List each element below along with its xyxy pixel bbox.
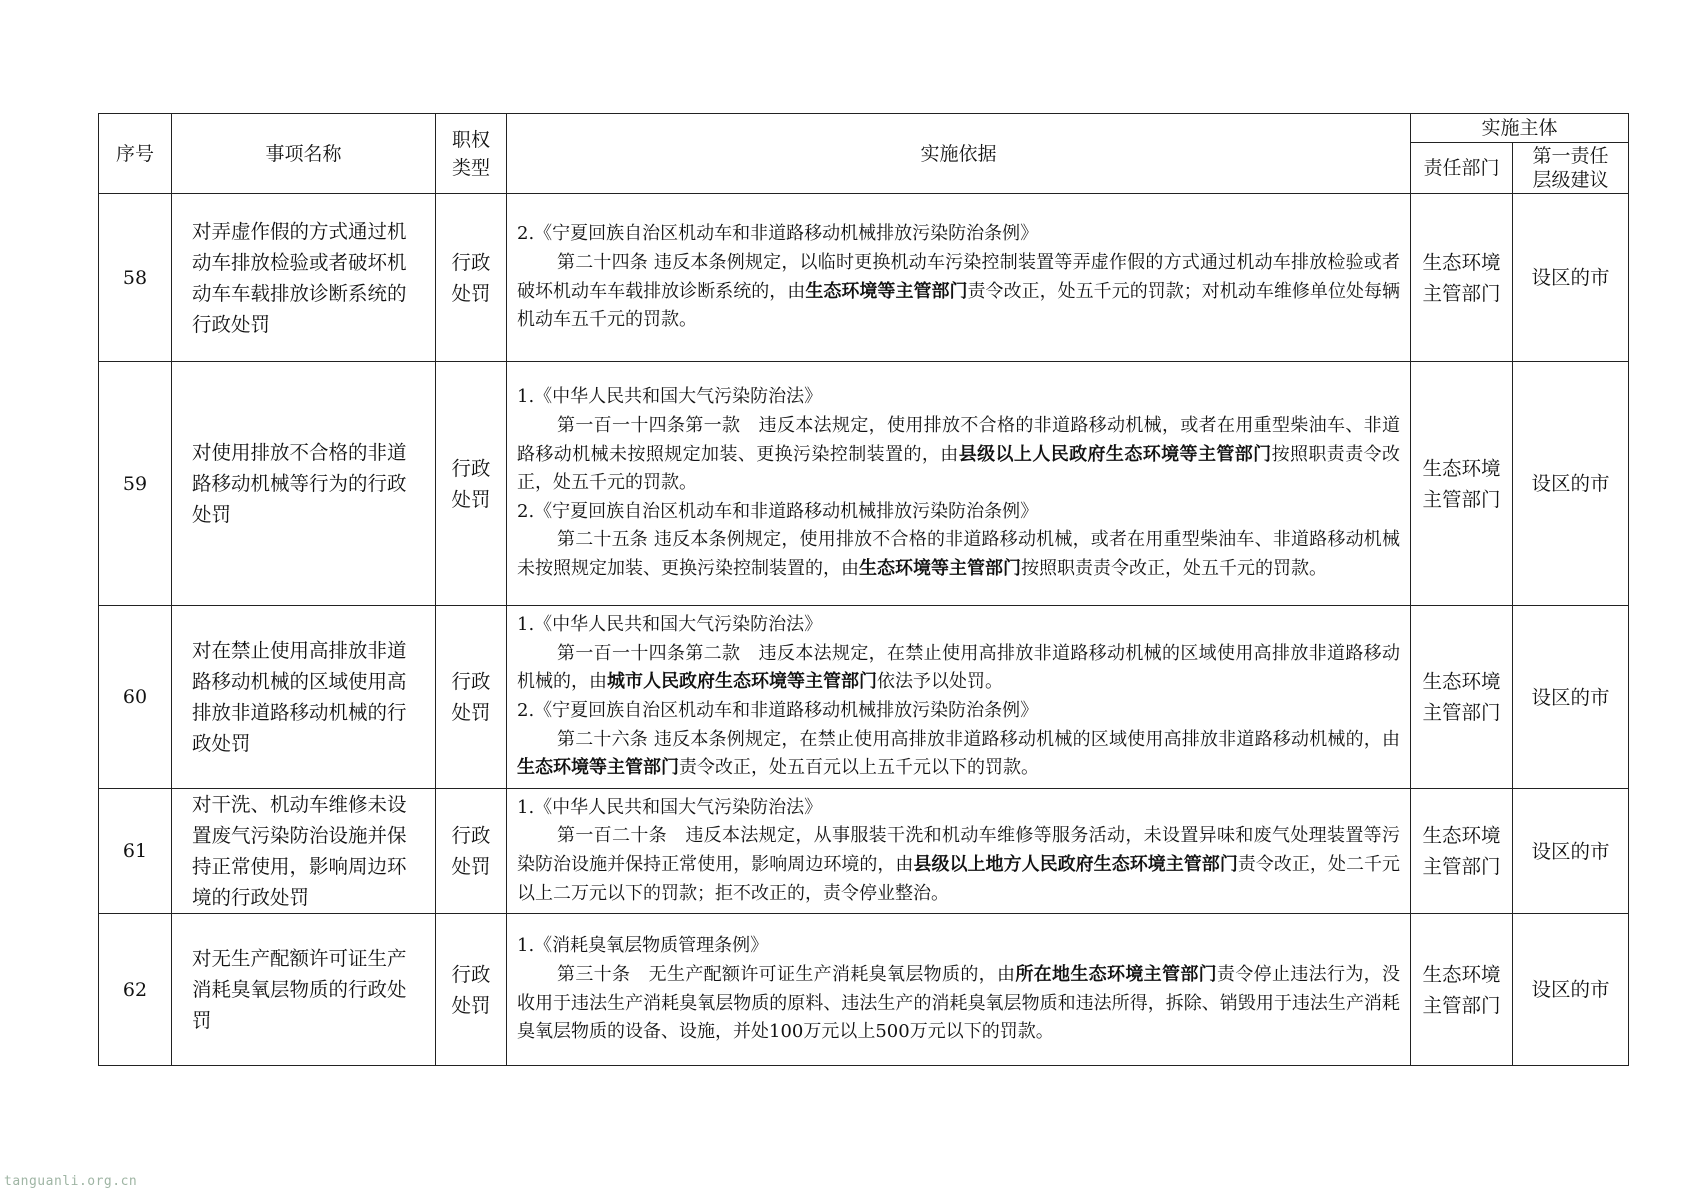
- article-text-post: 责令停止违法行为，没收用于违法生产消耗臭氧层物质的原料、违法生产的消耗臭氧层物质和违法所得，拆除、销毁用于违法生产消耗臭氧层物质的设备、设施，并处100万元以上500万元以下的罚款。: [517, 963, 1401, 1043]
- responsible-authority: 城市人民政府生态环境等主管部门: [607, 671, 877, 693]
- row-first-level: 设区的市: [1513, 362, 1629, 606]
- row-first-level: 设区的市: [1513, 914, 1629, 1066]
- row-responsible-dept: 生态环境主管部门: [1411, 362, 1513, 606]
- row-item-name: 对使用排放不合格的非道路移动机械等行为的行政处罚: [172, 362, 436, 606]
- row-first-level: 设区的市: [1513, 194, 1629, 362]
- table-row: [99, 606, 1629, 789]
- row-responsible-dept: 生态环境主管部门: [1411, 194, 1513, 362]
- header-first-level: 第一责任层级建议: [1513, 143, 1629, 194]
- row-first-level: 设区的市: [1513, 789, 1629, 914]
- article-text-post: 按照职责责令改正，处五千元的罚款。: [517, 443, 1401, 494]
- row-first-level: 设区的市: [1513, 606, 1629, 789]
- row-basis: [507, 789, 1411, 914]
- article-text: [517, 249, 1400, 335]
- header-basis: 实施依据: [507, 114, 1411, 194]
- table-body: [99, 194, 1629, 1066]
- row-power-type: 行政处罚: [436, 914, 507, 1066]
- row-basis: [507, 362, 1411, 606]
- penalty-items-table: [98, 113, 1629, 1066]
- responsible-authority: 生态环境等主管部门: [805, 280, 968, 302]
- header-responsible-dept: 责任部门: [1411, 143, 1513, 194]
- article-text-post: 依法予以处罚。: [877, 671, 1003, 693]
- article-text: [517, 961, 1400, 1047]
- article-text: [517, 412, 1400, 498]
- row-serial-number: 61: [99, 789, 172, 914]
- article-text-pre: 第一百一十四条第一款 违反本法规定，使用排放不合格的非道路移动机械，或者在用重型柴油车、非道路移动机械未按照规定加装、更换污染控制装置的，由: [517, 415, 1400, 465]
- article-text-pre: 第三十条 无生产配额许可证生产消耗臭氧层物质的，由: [557, 963, 1016, 985]
- article-text: [517, 526, 1400, 583]
- article-text-pre: 第一百一十四条第二款 违反本法规定，在禁止使用高排放非道路移动机械的区域使用高排放非道路移动机械的，由: [517, 642, 1400, 693]
- table-row: [99, 789, 1629, 914]
- article-text-post: 责令改正，处五千元的罚款；对机动车维修单位处每辆机动车五千元的罚款。: [517, 280, 1401, 331]
- article-text: [517, 822, 1400, 908]
- responsible-authority: 生态环境等主管部门: [517, 757, 679, 779]
- row-item-name: 对干洗、机动车维修未设置废气污染防治设施并保持正常使用，影响周边环境的行政处罚: [172, 789, 436, 914]
- law-title: 1.《中华人民共和国大气污染防治法》: [517, 386, 823, 408]
- article-text-pre: 第一百二十条 违反本法规定，从事服装干洗和机动车维修等服务活动，未设置异味和废气处理装置等污染防治设施并保持正常使用，影响周边环境的，由: [517, 825, 1400, 875]
- row-responsible-dept: 生态环境主管部门: [1411, 914, 1513, 1066]
- header-power-type: 职权类型: [436, 114, 507, 194]
- row-serial-number: 60: [99, 606, 172, 789]
- row-serial-number: 58: [99, 194, 172, 362]
- header-item-name: 事项名称: [172, 114, 436, 194]
- row-power-type: 行政处罚: [436, 789, 507, 914]
- row-responsible-dept: 生态环境主管部门: [1411, 606, 1513, 789]
- article-text-pre: 第二十四条 违反本条例规定，以临时更换机动车污染控制装置等弄虚作假的方式通过机动车排放检验或者破坏机动车车载排放诊断系统的，由: [517, 251, 1400, 302]
- row-serial-number: 59: [99, 362, 172, 606]
- row-basis: [507, 606, 1411, 789]
- row-basis: [507, 194, 1411, 362]
- article-text-post: 责令改正，处五百元以上五千元以下的罚款。: [679, 757, 1039, 779]
- article-text-post: 责令改正，处二千元以上二万元以下的罚款；拒不改正的，责令停业整治。: [517, 854, 1401, 904]
- law-title: 2.《宁夏回族自治区机动车和非道路移动机械排放污染防治条例》: [517, 700, 1039, 721]
- law-title: 1.《中华人民共和国大气污染防治法》: [517, 796, 823, 818]
- row-power-type: 行政处罚: [436, 606, 507, 789]
- table-row: [99, 362, 1629, 606]
- watermark: tanguanli.org.cn: [4, 1174, 138, 1189]
- responsible-authority: 所在地生态环境主管部门: [1015, 963, 1218, 985]
- row-power-type: 行政处罚: [436, 194, 507, 362]
- law-title: 1.《消耗臭氧层物质管理条例》: [517, 935, 769, 957]
- table-row: [99, 914, 1629, 1066]
- responsible-authority: 县级以上人民政府生态环境等主管部门: [958, 443, 1272, 465]
- responsible-authority: 生态环境等主管部门: [859, 557, 1021, 579]
- responsible-authority: 县级以上地方人民政府生态环境主管部门: [913, 854, 1238, 875]
- article-text-pre: 第二十六条 违反本条例规定，在禁止使用高排放非道路移动机械的区域使用高排放非道路移动机械的，由: [557, 728, 1400, 750]
- law-title: 1.《中华人民共和国大气污染防治法》: [517, 614, 823, 636]
- article-text: [517, 726, 1400, 783]
- row-item-name: 对弄虚作假的方式通过机动车排放检验或者破坏机动车车载排放诊断系统的行政处罚: [172, 194, 436, 362]
- article-text-post: 按照职责责令改正，处五千元的罚款。: [1021, 557, 1327, 579]
- row-item-name: 对在禁止使用高排放非道路移动机械的区域使用高排放非道路移动机械的行政处罚: [172, 606, 436, 789]
- header-implementing-subject: 实施主体: [1411, 114, 1629, 143]
- header-serial-number: 序号: [99, 114, 172, 194]
- row-item-name: 对无生产配额许可证生产消耗臭氧层物质的行政处罚: [172, 914, 436, 1066]
- law-title: 2.《宁夏回族自治区机动车和非道路移动机械排放污染防治条例》: [517, 223, 1039, 245]
- row-serial-number: 62: [99, 914, 172, 1066]
- table-row: [99, 194, 1629, 362]
- law-title: 2.《宁夏回族自治区机动车和非道路移动机械排放污染防治条例》: [517, 500, 1039, 522]
- row-basis: [507, 914, 1411, 1066]
- row-power-type: 行政处罚: [436, 362, 507, 606]
- article-text-pre: 第二十五条 违反本条例规定，使用排放不合格的非道路移动机械，或者在用重型柴油车、非道路移动机械未按照规定加装、更换污染控制装置的，由: [517, 529, 1400, 579]
- article-text: [517, 640, 1400, 697]
- row-responsible-dept: 生态环境主管部门: [1411, 789, 1513, 914]
